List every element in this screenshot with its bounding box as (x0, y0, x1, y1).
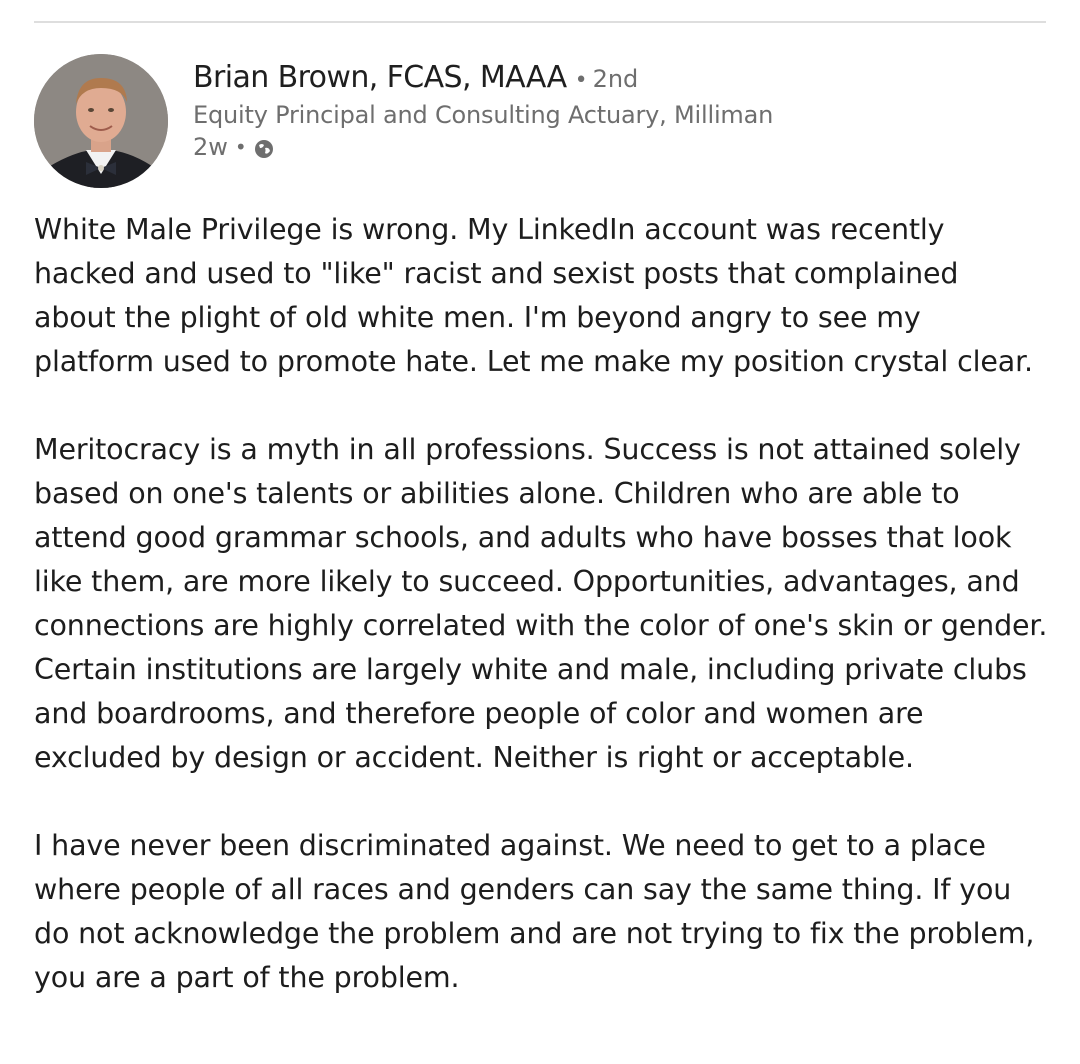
post-age: 2w (193, 133, 228, 161)
post-header (34, 54, 1048, 188)
separator-dot: • (234, 135, 247, 159)
post-paragraph: Meritocracy is a myth in all professions. Success is not attained solely based on one's talents or abilities alone. Children who are able to attend good grammar schools, and adults who have bosses that look like them, are more likely to succeed. Opportunities, advantages, and connections are highly correlated with the color of one's skin or gender. Certain institutions are largely white and male, including private clubs and boardrooms, and therefore people of color and women are excluded by design or accident. Neither is right or acceptable. (34, 433, 1048, 774)
top-divider (34, 21, 1046, 23)
globe-icon (254, 137, 274, 157)
author-name[interactable]: Brian Brown, FCAS, MAAA (193, 60, 567, 95)
linkedin-post (34, 54, 1048, 1000)
post-body (34, 208, 1048, 1000)
separator-dot: • (574, 68, 588, 93)
post-paragraph: I have never been discriminated against. We need to get to a place where people of all races and genders can say the same thing. If you do not acknowledge the problem and are not trying to fix the problem, you are a part of the problem. (34, 829, 1035, 994)
avatar[interactable] (34, 54, 168, 188)
author-meta (193, 60, 773, 161)
connection-degree: 2nd (592, 65, 639, 93)
post-time-row (193, 133, 773, 161)
author-headline: Equity Principal and Consulting Actuary, Milliman (193, 101, 774, 129)
post-paragraph: White Male Privilege is wrong. My LinkedIn account was recently hacked and used to "like" racist and sexist posts that complained about the plight of old white men. I'm beyond angry to see my platform used to promote hate. Let me make my position crystal clear. (34, 213, 1033, 378)
author-name-row (193, 60, 773, 95)
